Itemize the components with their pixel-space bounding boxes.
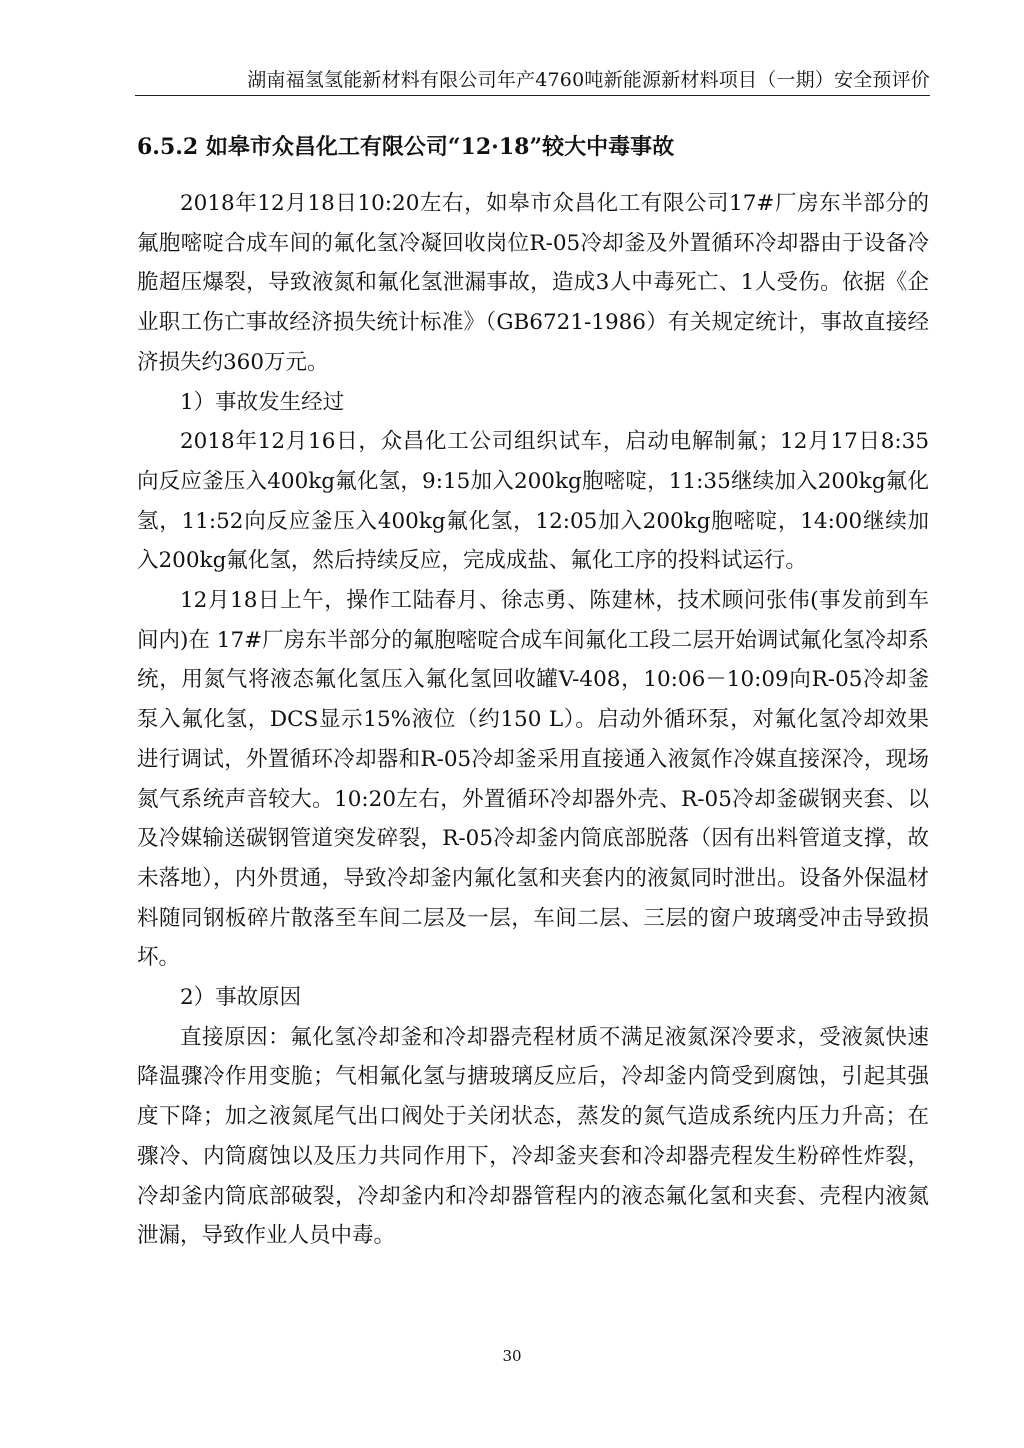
running-header: 湖南福氢氢能新材料有限公司年产4760吨新能源新材料项目（一期）安全预评价 xyxy=(247,69,930,91)
page-number: 30 xyxy=(502,1347,522,1365)
paragraph-accident-details: 12月18日上午，操作工陆春月、徐志勇、陈建林，技术顾问张伟(事发前到车间内)在 17#厂房东半部分的氟胞嘧啶合成车间氟化工段二层开始调试氟化氢冷却系统，用氮气将液态氟化氢压入氟化氢回收罐V-408，10:06－10:09向R-05冷却釜泵入氟化氢，DCS显示15%液位（约150 L）。启动外循环泵，对氟化氢冷却效果进行调试，外置循环冷却器和R-05冷却釜采用直接通入液氮作冷媒直接深冷，现场氮气系统声音较大。10:20左右，外置循环冷却器外壳、R-05冷却釜碳钢夹套、以及冷媒输送碳钢管道突发碎裂，R-05冷却釜内筒底部脱落（因有出料管道支撑，故未落地），内外贯通，导致冷却釜内氟化氢和夹套内的液氮同时泄出。设备外保温材料随同钢板碎片散落至车间二层及一层，车间二层、三层的窗户玻璃受冲击导致损坏。 xyxy=(137,588,929,971)
section-heading: 6.5.2 如皋市众昌化工有限公司“12·18”较大中毒事故 xyxy=(137,134,675,160)
body-text xyxy=(137,184,929,1256)
header-divider xyxy=(135,95,930,96)
paragraph-overview: 2018年12月18日10:20左右，如皋市众昌化工有限公司17#厂房东半部分的氟胞嘧啶合成车间的氟化氢冷凝回收岗位R-05冷却釜及外置循环冷却器由于设备冷脆超压爆裂，导致液氮和氟化氢泄漏事故，造成3人中毒死亡、1人受伤。依据《企业职工伤亡事故经济损失统计标准》（GB6721-1986）有关规定统计，事故直接经济损失约360万元。 xyxy=(137,191,929,375)
subheading-accident-process: 1）事故发生经过 xyxy=(180,389,345,415)
subheading-accident-cause: 2）事故原因 xyxy=(180,985,302,1011)
paragraph-direct-cause: 直接原因：氟化氢冷却釜和冷却器壳程材质不满足液氮深冷要求，受液氮快速降温骤冷作用变脆；气相氟化氢与搪玻璃反应后，冷却釜内筒受到腐蚀，引起其强度下降；加之液氮尾气出口阀处于关闭状态，蒸发的氮气造成系统内压力升高；在骤冷、内筒腐蚀以及压力共同作用下，冷却釜夹套和冷却器壳程发生粉碎性炸裂，冷却釜内筒底部破裂，冷却釜内和冷却器管程内的液态氟化氢和夹套、壳程内液氮泄漏，导致作业人员中毒。 xyxy=(137,1024,929,1249)
paragraph-trial-run: 2018年12月16日，众昌化工公司组织试车，启动电解制氟；12月17日8:35向反应釜压入400kg氟化氢，9:15加入200kg胞嘧啶，11:35继续加入200kg氟化氢，11:52向反应釜压入400kg氟化氢，12:05加入200kg胞嘧啶，14:00继续加入200kg氟化氢，然后持续反应，完成成盐、氟化工序的投料试运行。 xyxy=(137,429,929,574)
